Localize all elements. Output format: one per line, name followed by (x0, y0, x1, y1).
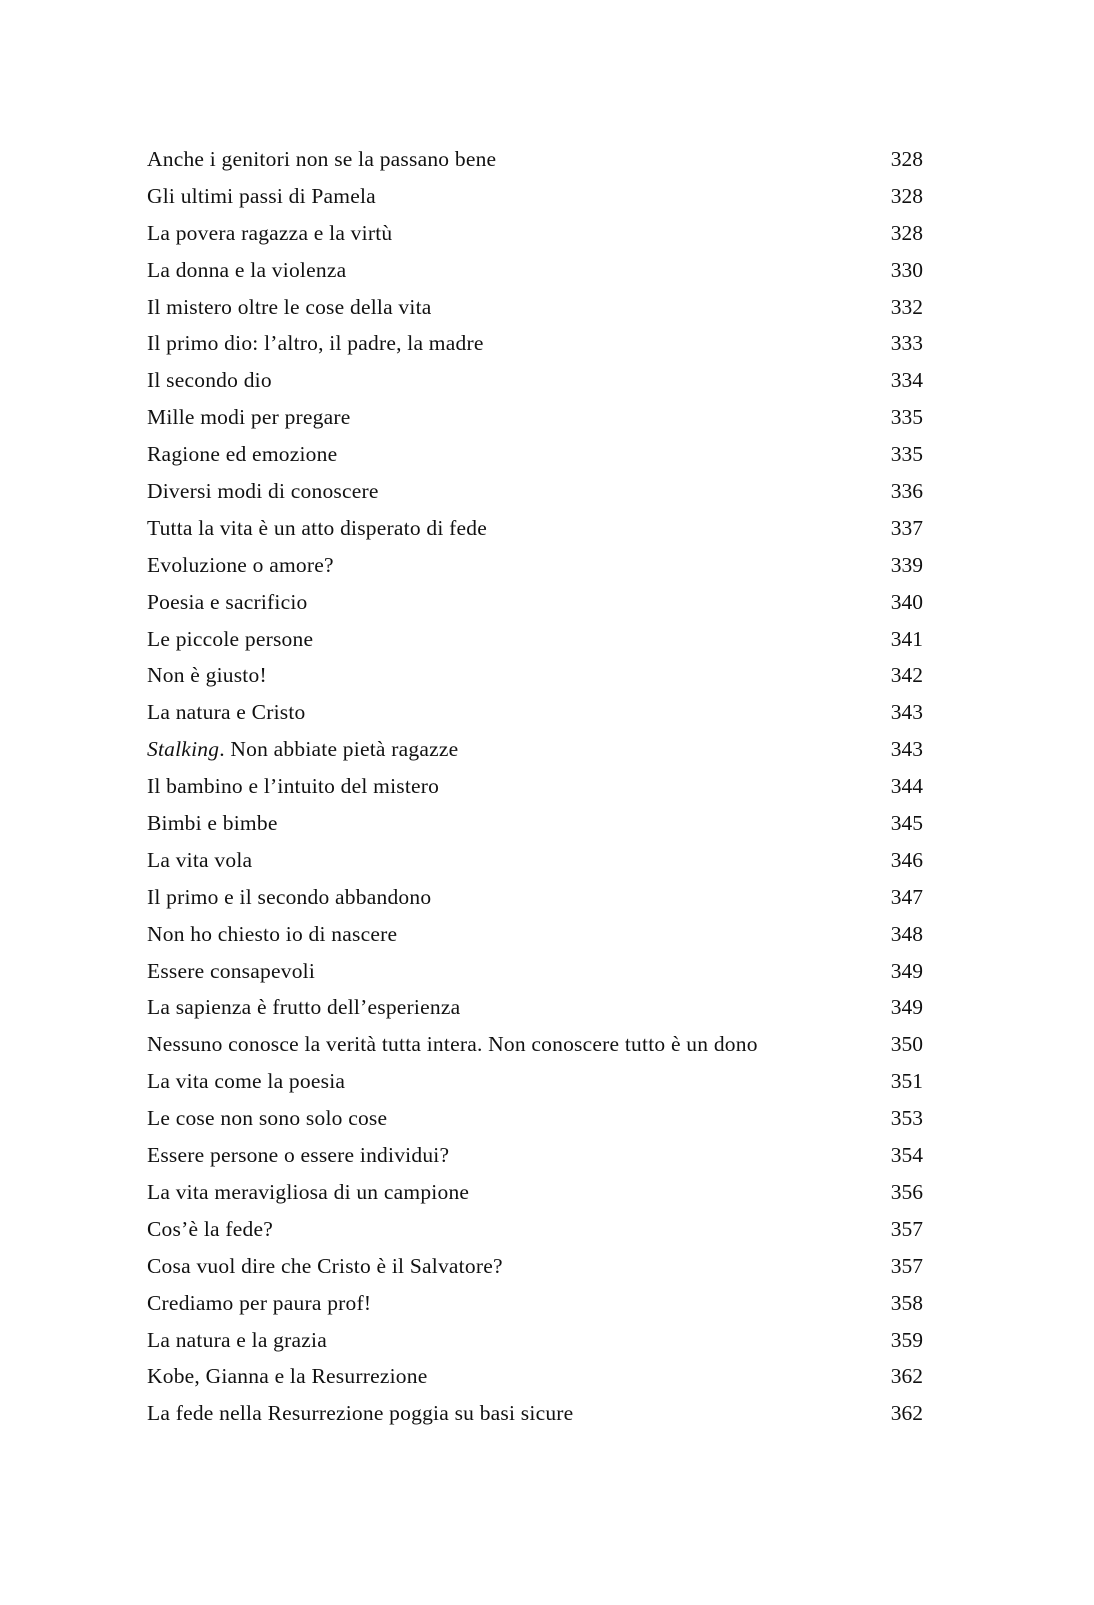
toc-entry-title: Poesia e sacrificio (147, 589, 308, 614)
toc-entry-title: Diversi modi di conoscere (147, 479, 379, 504)
toc-entry-title: La vita come la poesia (147, 1069, 346, 1094)
toc-entry-page-number: 362 (890, 1364, 923, 1389)
toc-entry[interactable] (147, 1285, 923, 1322)
toc-entry-title: Crediamo per paura prof! (147, 1290, 372, 1315)
toc-entry-page-number: 349 (890, 995, 923, 1020)
toc-entry[interactable] (147, 1137, 923, 1174)
toc-entry-page-number: 356 (890, 1179, 923, 1204)
toc-entry[interactable] (147, 916, 923, 953)
toc-entry-title: Non ho chiesto io di nascere (147, 921, 398, 946)
toc-entry[interactable] (147, 768, 923, 805)
toc-entry[interactable] (147, 694, 923, 731)
toc-entry-page-number: 330 (890, 257, 923, 282)
toc-entry-page-number: 359 (890, 1327, 923, 1352)
toc-entry[interactable] (147, 325, 923, 362)
toc-entry-title: Le piccole persone (147, 626, 314, 651)
toc-entry-title: Essere consapevoli (147, 958, 316, 983)
toc-entry-title: Cos’è la fede? (147, 1216, 273, 1241)
toc-entry-title: La vita meravigliosa di un campione (147, 1179, 470, 1204)
toc-entry-page-number: 328 (890, 183, 923, 208)
toc-entry-title: Cosa vuol dire che Cristo è il Salvatore? (147, 1253, 503, 1278)
toc-entry-title: La natura e Cristo (147, 700, 306, 725)
toc-entry-page-number: 328 (890, 147, 923, 171)
toc-entry[interactable] (147, 842, 923, 879)
toc-entry[interactable] (147, 289, 923, 326)
toc-entry-page-number: 345 (890, 811, 923, 836)
toc-entry[interactable] (147, 1026, 923, 1063)
toc-entry-page-number: 353 (890, 1106, 923, 1131)
toc-entry-title-italic: Stalking (147, 737, 220, 762)
toc-entry-page-number: 350 (890, 1032, 923, 1057)
toc-entry-page-number: 342 (890, 663, 923, 688)
toc-entry[interactable] (147, 1211, 923, 1248)
toc-entry[interactable] (147, 805, 923, 842)
toc-entry-page-number: 336 (890, 479, 923, 504)
toc-entry-title: Gli ultimi passi di Pamela (147, 183, 376, 208)
toc-entry-title: La povera ragazza e la virtù (147, 220, 393, 245)
toc-entry-page-number: 354 (890, 1143, 923, 1168)
toc-entry-page-number: 349 (890, 958, 923, 983)
toc-entry-page-number: 334 (890, 368, 923, 393)
toc-entry[interactable] (147, 1063, 923, 1100)
toc-entry-page-number: 337 (890, 515, 923, 540)
toc-entry-title: Le cose non sono solo cose (147, 1106, 388, 1131)
toc-entry-title: Kobe, Gianna e la Resurrezione (147, 1364, 428, 1389)
toc-entry-title: Il primo dio: l’altro, il padre, la madre (147, 331, 484, 356)
toc-entry-page-number: 340 (890, 589, 923, 614)
toc-entry-page-number: 335 (890, 405, 923, 430)
toc-entry[interactable] (147, 1322, 923, 1359)
toc-entry-title: Anche i genitori non se la passano bene (147, 147, 497, 171)
toc-entry-page-number: 328 (890, 220, 923, 245)
toc-entry-page-number: 347 (890, 884, 923, 909)
toc-entry-page-number: 362 (890, 1401, 923, 1426)
toc-entry[interactable] (147, 362, 923, 399)
toc-entry-page-number: 348 (890, 921, 923, 946)
toc-entry-page-number: 357 (890, 1253, 923, 1278)
toc-entry-page-number: 346 (890, 847, 923, 872)
toc-entry[interactable] (147, 215, 923, 252)
toc-entry-page-number: 341 (890, 626, 923, 651)
toc-entry-title: La fede nella Resurrezione poggia su basi sicure (147, 1401, 574, 1426)
toc-entry[interactable] (147, 178, 923, 215)
toc-entry-page-number: 343 (890, 700, 923, 725)
toc-entry[interactable] (147, 1100, 923, 1137)
toc-entry-page-number: 351 (890, 1069, 923, 1094)
toc-entry[interactable] (147, 879, 923, 916)
toc-entry-title (147, 731, 458, 768)
toc-entry-title: Il secondo dio (147, 368, 272, 393)
toc-entry[interactable] (147, 731, 923, 768)
toc-entry-title: Ragione ed emozione (147, 442, 338, 467)
toc-entry-page-number: 332 (890, 294, 923, 319)
toc-entry[interactable] (147, 1248, 923, 1285)
toc-entry-page-number: 344 (890, 774, 923, 799)
toc-entry[interactable] (147, 252, 923, 289)
toc-entry-page-number: 333 (890, 331, 923, 356)
toc-entry-title: La sapienza è frutto dell’esperienza (147, 995, 461, 1020)
toc-entry[interactable] (147, 584, 923, 621)
toc-entry-title-rest: . Non abbiate pietà ragazze (219, 737, 459, 762)
toc-entry-title: Tutta la vita è un atto disperato di fede (147, 515, 487, 540)
toc-entry[interactable] (147, 1174, 923, 1211)
toc-entry-title: Il primo e il secondo abbandono (147, 884, 432, 909)
toc-entry[interactable] (147, 399, 923, 436)
toc-entry-title: Evoluzione o amore? (147, 552, 334, 577)
toc-entry-page-number: 343 (890, 737, 923, 762)
toc-entry[interactable] (147, 547, 923, 584)
toc-entry[interactable] (147, 989, 923, 1026)
toc-entry[interactable] (147, 1395, 923, 1432)
toc-entry-title: Nessuno conosce la verità tutta intera. Non conoscere tutto è un dono (147, 1032, 758, 1057)
toc-entry-list (147, 141, 923, 1432)
toc-entry[interactable] (147, 510, 923, 547)
toc-entry[interactable] (147, 657, 923, 694)
toc-entry[interactable] (147, 1358, 923, 1395)
toc-entry[interactable] (147, 436, 923, 473)
toc-entry[interactable] (147, 473, 923, 510)
toc-entry-title: Mille modi per pregare (147, 405, 351, 430)
toc-entry-page-number: 335 (890, 442, 923, 467)
toc-entry[interactable] (147, 141, 923, 178)
toc-entry-title: Non è giusto! (147, 663, 267, 688)
toc-entry-title: Bimbi e bimbe (147, 811, 278, 836)
toc-entry-page-number: 339 (890, 552, 923, 577)
toc-entry-title: La donna e la violenza (147, 257, 347, 282)
toc-entry-page-number: 358 (890, 1290, 923, 1315)
toc-entry-title: Essere persone o essere individui? (147, 1143, 450, 1168)
toc-entry-title: La natura e la grazia (147, 1327, 327, 1352)
toc-entry-title: Il bambino e l’intuito del mistero (147, 774, 440, 799)
toc-entry[interactable] (147, 953, 923, 990)
toc-entry-title: Il mistero oltre le cose della vita (147, 294, 432, 319)
toc-entry-title: La vita vola (147, 847, 253, 872)
toc-entry-page-number: 357 (890, 1216, 923, 1241)
toc-entry[interactable] (147, 621, 923, 658)
